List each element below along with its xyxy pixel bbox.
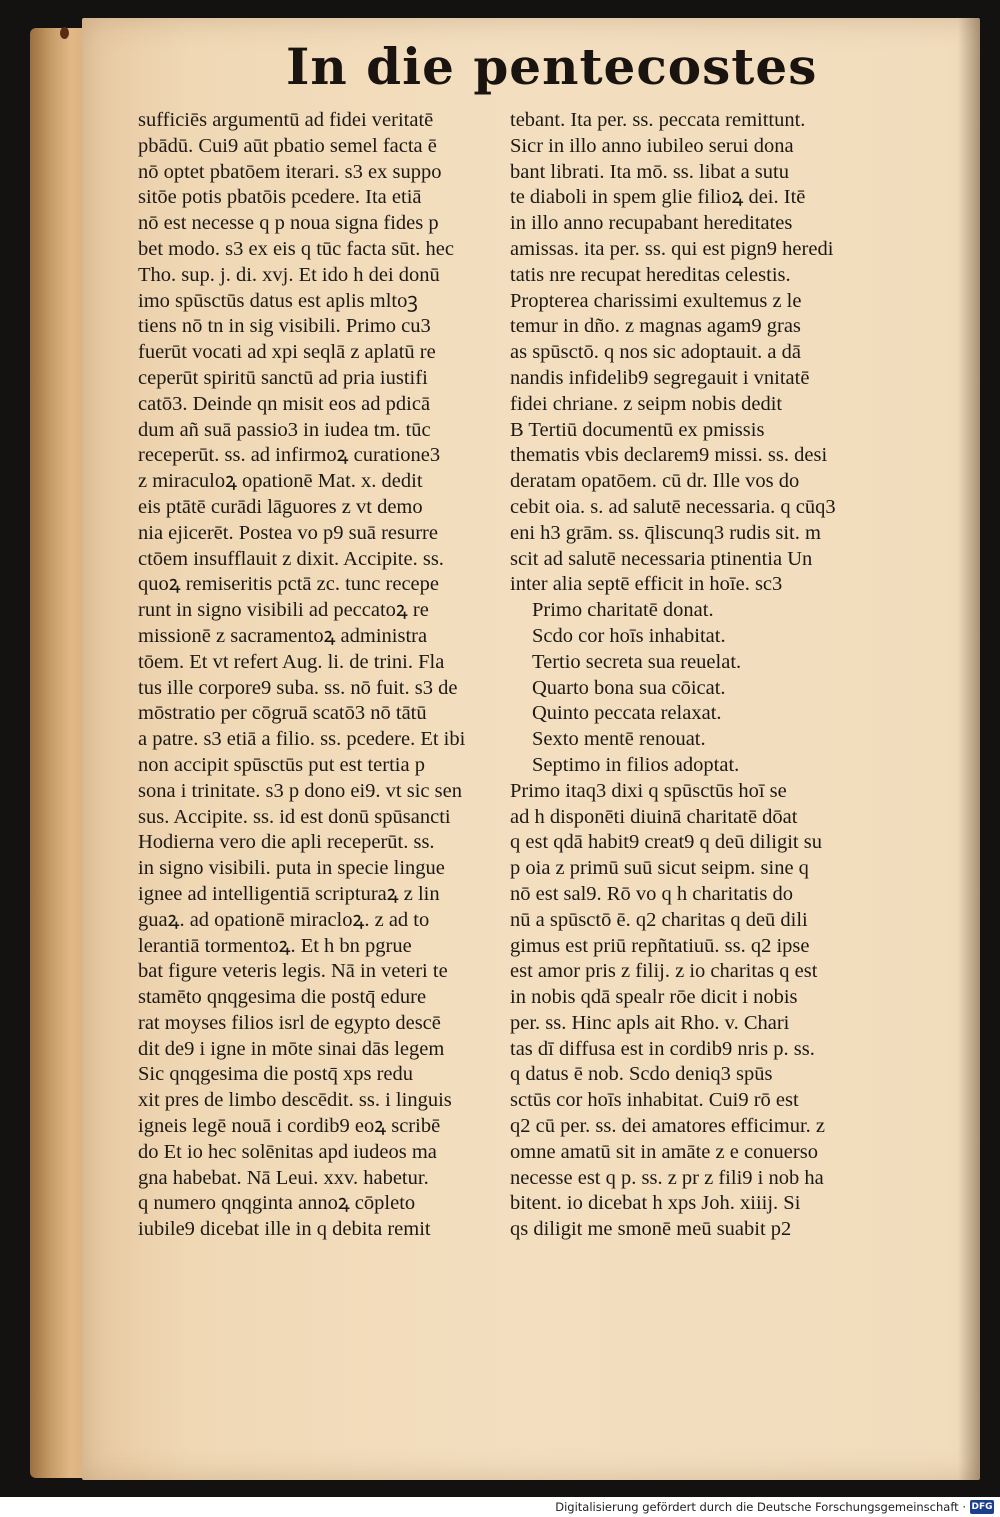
text-line: inter alia septē efficit in hoīe. sc3 [510,573,783,596]
text-line: omne amatū sit in amāte z e conuerso [510,1140,818,1163]
text-line: nū a spūsctō ē. q2 charitas q deū dili [510,908,808,931]
text-line: Quarto bona sua cōicat. [532,676,726,699]
text-line: iubile9 dicebat ille in q debita remit [138,1218,431,1241]
text-line: p oia z primū suū sicut seipm. sine q [510,857,809,880]
text-line: tus ille corpore9 suba. ss. nō fuit. s3 de [138,676,458,699]
text-line: q est qdā habit9 creat9 q deū diligit su [510,831,822,854]
text-line: fidei chriane. z seipm nobis dedit [510,392,783,415]
text-line: z miraculoꝝ opationē Mat. x. dedit [138,470,423,493]
text-line: cebit oia. s. ad salutē necessaria. q cūq3 [510,495,836,518]
text-line: in nobis qdā spealr rōe dicit i nobis [510,986,798,1009]
text-line: pbādū. Cui9 aūt pbatio semel facta ē [138,134,437,157]
text-line: nō optet pbatōem iterari. s3 ex suppo [138,160,442,183]
text-line: bant librati. Ita mō. ss. libat a sutu [510,160,789,183]
text-line: Sicr in illo anno iubileo serui dona [510,134,794,157]
text-line: bitent. io dicebat h xps Joh. xiiij. Si [510,1192,801,1215]
text-line: tas dī diffusa est in cordib9 nris p. ss. [510,1037,815,1060]
footer-credit: Digitalisierung gefördert durch die Deutsche Forschungsgemeinschaft · [555,1500,966,1514]
text-line: Tertio secreta sua reuelat. [532,650,742,673]
text-line: ad h disponēti diuinā charitatē dōat [510,805,798,828]
dfg-logo: DFG [971,1502,993,1512]
text-line: Septimo in filios adoptat. [532,753,740,776]
text-line: nia ejicerēt. Postea vo p9 suā resurre [138,521,438,544]
text-line: mōstratio per cōgruā scatō3 nō tātū [138,702,427,725]
text-line: Hodierna vero die apli receperūt. ss. [138,831,435,854]
text-line: do Et io hec solēnitas apd iudeos ma [138,1140,437,1163]
text-line: rat moyses filios isrl de egypto descē [138,1011,441,1034]
text-line: q numero qnqginta annoꝝ cōpleto [138,1192,416,1215]
text-line: q2 cū per. ss. dei amatores efficimur. z [510,1115,825,1138]
text-line: Scdo cor hoīs inhabitat. [532,624,726,647]
text-line: sitōe potis pbatōis pcedere. Ita etiā [138,186,422,209]
text-line: scit ad salutē necessaria ptinentia Un [510,547,813,570]
text-line: catō3. Deinde qn misit eos ad pdicā [138,392,431,415]
text-line: eis ptātē curādi lāguores z vt demo [138,495,423,518]
text-line: tiens nō tn in sig visibili. Primo cu3 [138,315,431,338]
text-line: sufficiēs argumentū ad fidei veritatē [138,109,434,131]
text-line: necesse est q p. ss. z pr z fili9 i nob ha [510,1166,824,1189]
text-line: Sexto mentē renouat. [532,728,706,751]
ink-mark [60,27,69,39]
text-line: deratam opatōem. cū dr. Ille vos do [510,470,800,493]
text-line: xit pres de limbo descēdit. ss. i linguis [138,1089,452,1112]
text-line: quoꝝ remiseritis pctā zc. tunc recepe [138,573,439,596]
text-line: receperūt. ss. ad infirmoꝝ curatione3 [138,444,441,467]
text-line: in illo anno recupabant hereditates [510,212,793,235]
text-line: eni h3 grām. ss. q̄liscunq3 rudis sit. m [510,521,821,544]
text-line: sctūs cor hoīs inhabitat. Cui9 rō est [510,1089,799,1112]
text-line: runt in signo visibili ad peccatoꝝ re [138,599,429,622]
running-title: In die pentecostes [286,37,818,96]
text-line: Tho. sup. j. di. xvj. Et ido h dei donū [138,263,440,286]
text-line: dit de9 i igne in mōte sinai dās legem [138,1037,445,1060]
text-line: tebant. Ita per. ss. peccata remittunt. [510,109,806,131]
text-line: non accipit spūsctūs put est tertia p [138,753,425,776]
text-line: gimus est priū repñtatiuū. ss. q2 ipse [510,934,810,957]
text-line: te diaboli in spem glie filioꝝ dei. Itē [510,186,806,209]
right-text-column [510,108,958,1243]
text-line: Sic qnqgesima die postq̄ xps redu [138,1063,414,1086]
page-edge [30,28,88,1478]
text-line: nandis infidelib9 segregauit i vnitatē [510,366,810,389]
text-line: lerantiā tormentoꝝ. Et h bn pgrue [138,934,412,957]
text-line: Primo charitatē donat. [532,599,714,622]
text-line: in signo visibili. puta in specie lingue [138,857,445,880]
text-line: dum añ suā passio3 in iudea tm. tūc [138,418,431,441]
text-line: ignee ad intelligentiā scripturaꝝ z lin [138,882,440,905]
text-line: temur in dño. z magnas agam9 gras [510,315,801,338]
text-line: gna habebat. Nā Leui. xxv. habetur. [138,1166,429,1189]
text-line: qs diligit me smonē meū suabit p2 [510,1218,792,1241]
text-line: a patre. s3 etiā a filio. ss. pcedere. Et ibi [138,728,466,751]
text-line: bet modo. s3 ex eis q tūc facta sūt. hec [138,237,454,260]
text-line: ceperūt spiritū sanctū ad pria iustifi [138,366,428,389]
text-line: nō est sal9. Rō vo q h charitatis do [510,882,793,905]
text-line: imo spūsctūs datus est aplis mltoꝫ [138,289,418,312]
text-line: missionē z sacramentoꝝ administra [138,624,428,647]
text-line: est amor pris z filij. z io charitas q est [510,960,818,983]
text-line: tatis nre recupat hereditas celestis. [510,263,791,286]
text-line: stamēto qnqgesima die postq̄ edure [138,986,427,1009]
text-line: Propterea charissimi exultemus z le [510,289,802,312]
text-line: amissas. ita per. ss. qui est pign9 heredi [510,237,834,260]
page-gutter-shadow [958,18,980,1480]
text-line: as spūsctō. q nos sic adoptauit. a dā [510,341,801,364]
text-line: guaꝝ. ad opationē miracloꝝ. z ad to [138,908,430,931]
text-line: fuerūt vocati ad xpi seqlā z aplatū re [138,341,436,364]
text-line: tōem. Et vt refert Aug. li. de trini. Fla [138,650,445,673]
text-line: thematis vbis declarem9 missi. ss. desi [510,444,828,467]
text-line: per. ss. Hinc apls ait Rho. v. Chari [510,1011,790,1034]
text-line: q datus ē nob. Scdo deniq3 spūs [510,1063,773,1086]
text-line: ctōem insufflauit z dixit. Accipite. ss. [138,547,444,570]
text-line: Primo itaq3 dixi q spūsctūs hoī se [510,779,787,802]
text-line: igneis legē nouā i cordib9 eoꝝ scribē [138,1115,441,1138]
text-line: Quinto peccata relaxat. [532,702,722,725]
text-line: nō est necesse q p noua signa fides p [138,212,439,235]
text-line: sona i trinitate. s3 p dono ei9. vt sic sen [138,779,462,802]
text-line: sus. Accipite. ss. id est donū spūsancti [138,805,451,828]
text-line: bat figure veteris legis. Nā in veteri te [138,960,448,983]
text-line: B Tertiū documentū ex pmissis [510,418,765,441]
